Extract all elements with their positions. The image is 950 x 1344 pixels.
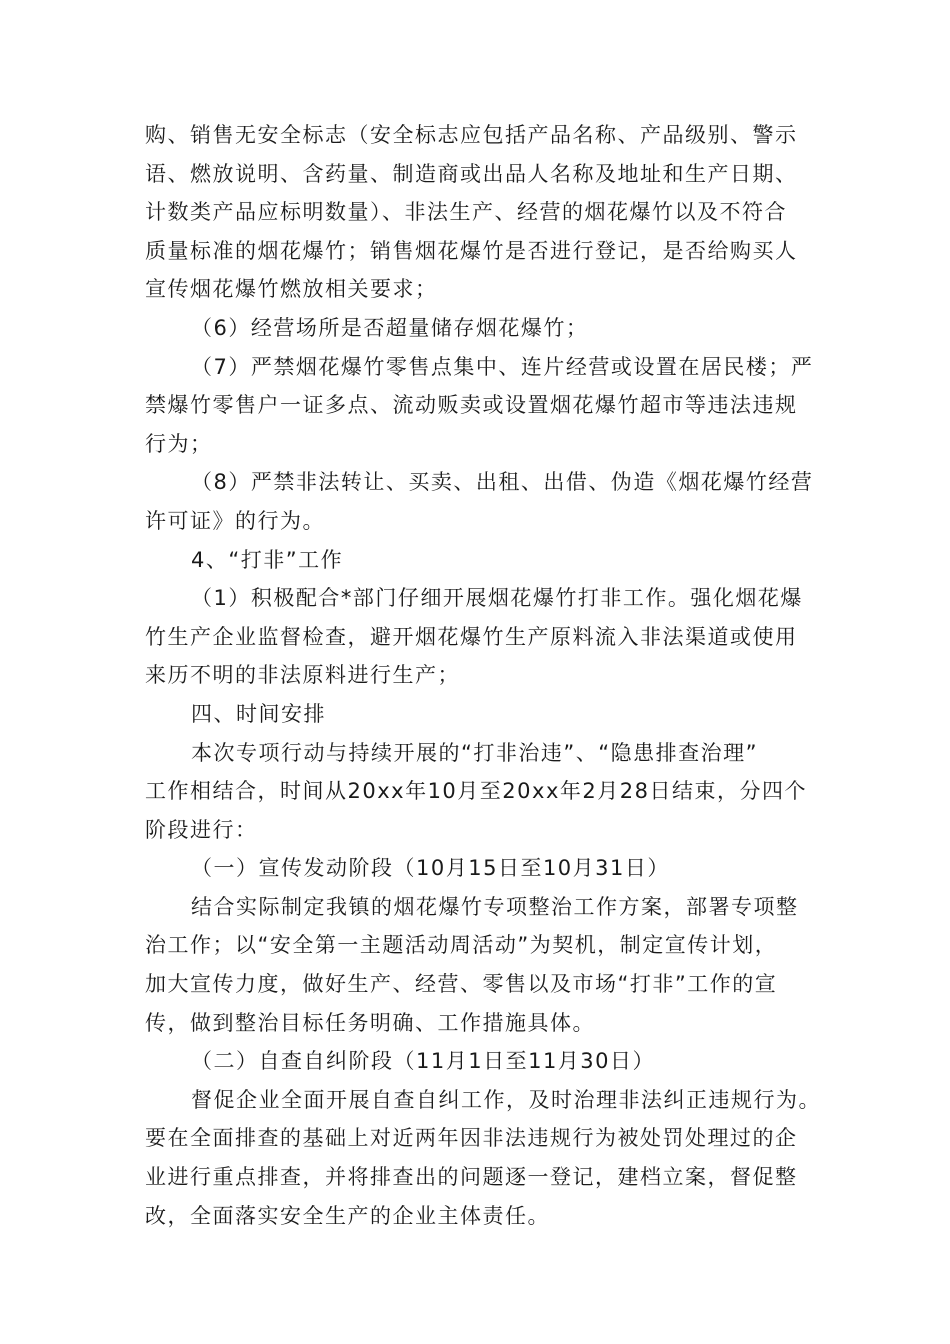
text-line: 质量标准的烟花爆竹；销售烟花爆竹是否进行登记，是否给购买人 [145, 238, 798, 263]
text-line: 业进行重点排查，并将排查出的问题逐一登记，建档立案，督促整 [145, 1165, 798, 1190]
document-body [145, 116, 821, 1235]
text-line: 计数类产品应标明数量）、非法生产、经营的烟花爆竹以及不符合 [145, 200, 787, 225]
text-line: 禁爆竹零售户一证多点、流动贩卖或设置烟花爆竹超市等违法违规 [145, 393, 798, 418]
text-line: （8）严禁非法转让、买卖、出租、出借、伪造《烟花爆竹经营 [191, 470, 814, 495]
text-line: （7）严禁烟花爆竹零售点集中、连片经营或设置在居民楼；严 [191, 354, 814, 379]
text-line: （二）自查自纠阶段（11月1日至11月30日） [191, 1049, 656, 1074]
text-line: 许可证》的行为。 [145, 508, 325, 533]
text-line: 宣传烟花爆竹燃放相关要求； [145, 277, 438, 302]
text-line: 竹生产企业监督检查，避开烟花爆竹生产原料流入非法渠道或使用 [145, 624, 798, 649]
text-line: 传，做到整治目标任务明确、工作措施具体。 [145, 1010, 595, 1035]
text-line: 改，全面落实安全生产的企业主体责任。 [145, 1203, 550, 1228]
text-line: （1）积极配合*部门仔细开展烟花爆竹打非工作。强化烟花爆 [191, 586, 803, 611]
text-line: （一）宣传发动阶段（10月15日至10月31日） [191, 856, 670, 881]
text-line: 结合实际制定我镇的烟花爆竹专项整治工作方案，部署专项整 [191, 894, 799, 919]
text-line: 语、燃放说明、含药量、制造商或出品人名称及地址和生产日期、 [145, 161, 798, 186]
text-line: 要在全面排查的基础上对近两年因非法违规行为被处罚处理过的企 [145, 1126, 798, 1151]
text-line: 来历不明的非法原料进行生产； [145, 663, 460, 688]
text-line: 加大宣传力度，做好生产、经营、零售以及市场“打非”工作的宣 [145, 972, 778, 997]
text-line: 购、销售无安全标志（安全标志应包括产品名称、产品级别、警示 [145, 123, 798, 147]
text-line: 治工作；以“安全第一主题活动周活动”为契机，制定宣传计划， [145, 933, 778, 958]
text-line: 阶段进行： [145, 817, 258, 842]
text-line: 工作相结合，时间从20xx年10月至20xx年2月28日结束，分四个 [145, 779, 807, 804]
text-line: 行为； [145, 431, 213, 456]
text-line: 四、时间安排 [191, 701, 326, 726]
text-line: （6）经营场所是否超量储存烟花爆竹； [191, 315, 589, 340]
text-line: 4、“打非”工作 [191, 547, 344, 572]
text-line: 本次专项行动与持续开展的“打非治违”、“隐患排查治理” [191, 740, 759, 765]
text-line: 督促企业全面开展自查自纠工作，及时治理非法纠正违规行为。 [191, 1087, 821, 1112]
